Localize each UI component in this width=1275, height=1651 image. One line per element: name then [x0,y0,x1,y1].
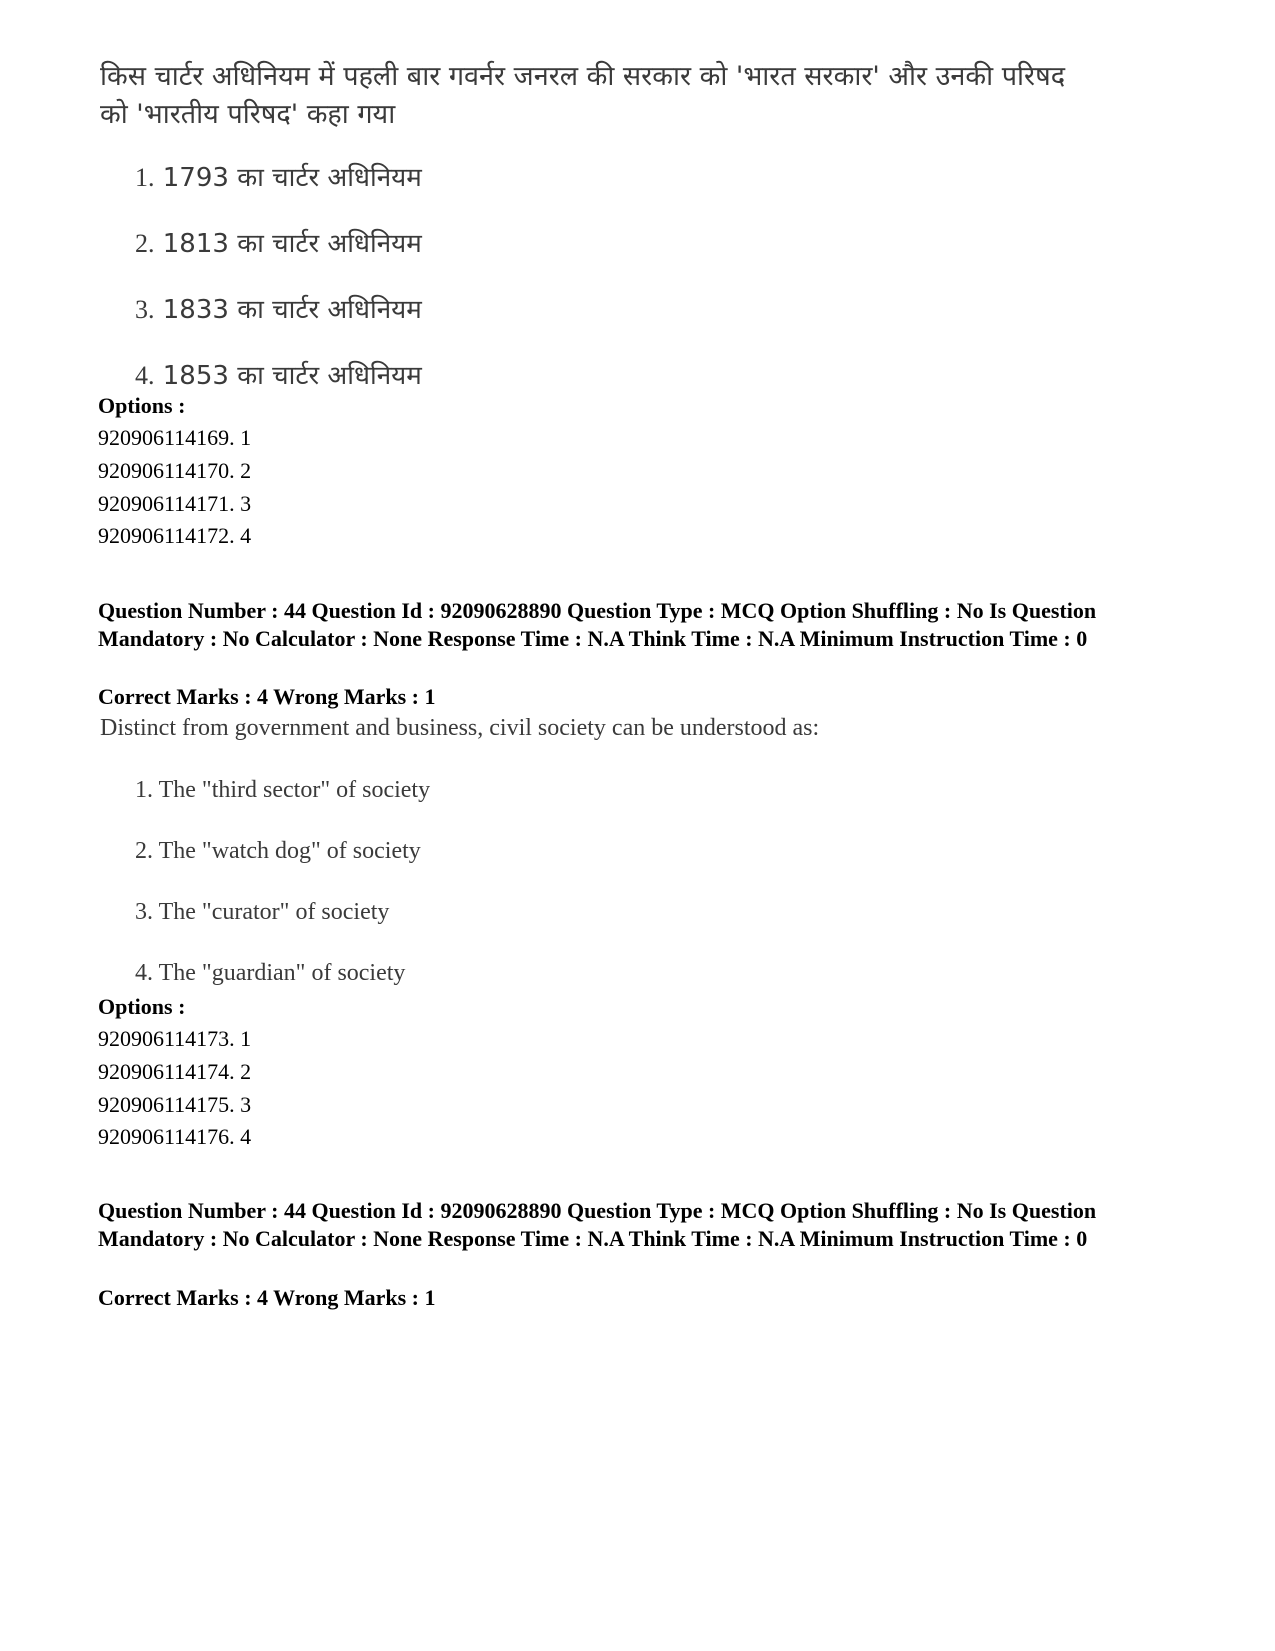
option-number: 3. [135,295,155,324]
options-label: Options : [98,994,186,1019]
option-text: The "curator" of society [158,899,390,925]
question-option-2 [135,228,422,260]
question-option-3 [135,294,422,326]
question-header: Question Number : 44 Question Id : 92090628890 Question Type : MCQ Option Shuffling : No Is Question Mandatory : No Calculator : None Response Time : N.A Think Time : N.A Minimum Instruction Time : 0 [98,598,1097,651]
question-option-4 [135,360,422,392]
option-id: 920906114171. 3 [98,491,252,516]
option-number: 3. [135,899,153,925]
option-id: 920906114175. 3 [98,1092,252,1117]
option-id: 920906114172. 4 [98,523,252,548]
option-id: 920906114173. 1 [98,1026,252,1051]
question-stem-hindi: किस चार्टर अधिनियम में पहली बार गवर्नर जनरल की सरकार को 'भारत सरकार' और उनकी परिषद को 'भारतीय परिषद' कहा गया [100,61,1066,130]
option-id: 920906114174. 2 [98,1059,252,1084]
option-number: 4. [135,361,155,390]
option-text: 1813 का चार्टर अधिनियम [162,229,422,259]
option-text: 1793 का चार्टर अधिनियम [162,163,422,193]
option-number: 1. [135,777,153,803]
question-stem-english: Distinct from government and business, civil society can be understood as: [100,715,820,741]
option-number: 4. [135,960,153,986]
question-option-2 [135,835,421,867]
question-marks: Correct Marks : 4 Wrong Marks : 1 [98,684,436,709]
option-id: 920906114176. 4 [98,1124,252,1149]
option-text: The "guardian" of society [158,960,406,986]
option-text: 1853 का चार्टर अधिनियम [162,361,422,391]
question-option-4 [135,957,405,989]
question-option-3 [135,896,389,928]
question-header: Question Number : 44 Question Id : 92090628890 Question Type : MCQ Option Shuffling : No Is Question Mandatory : No Calculator : None Response Time : N.A Think Time : N.A Minimum Instruction Time : 0 [98,1198,1097,1251]
option-number: 2. [135,229,155,258]
options-label: Options : [98,393,186,418]
question-marks: Correct Marks : 4 Wrong Marks : 1 [98,1285,436,1310]
question-option-1 [135,162,422,194]
option-text: The "watch dog" of society [158,838,421,864]
option-id: 920906114170. 2 [98,458,252,483]
question-option-1 [135,774,430,806]
option-number: 2. [135,838,153,864]
option-number: 1. [135,163,155,192]
option-text: The "third sector" of society [158,777,431,803]
option-id: 920906114169. 1 [98,425,252,450]
option-text: 1833 का चार्टर अधिनियम [162,295,422,325]
